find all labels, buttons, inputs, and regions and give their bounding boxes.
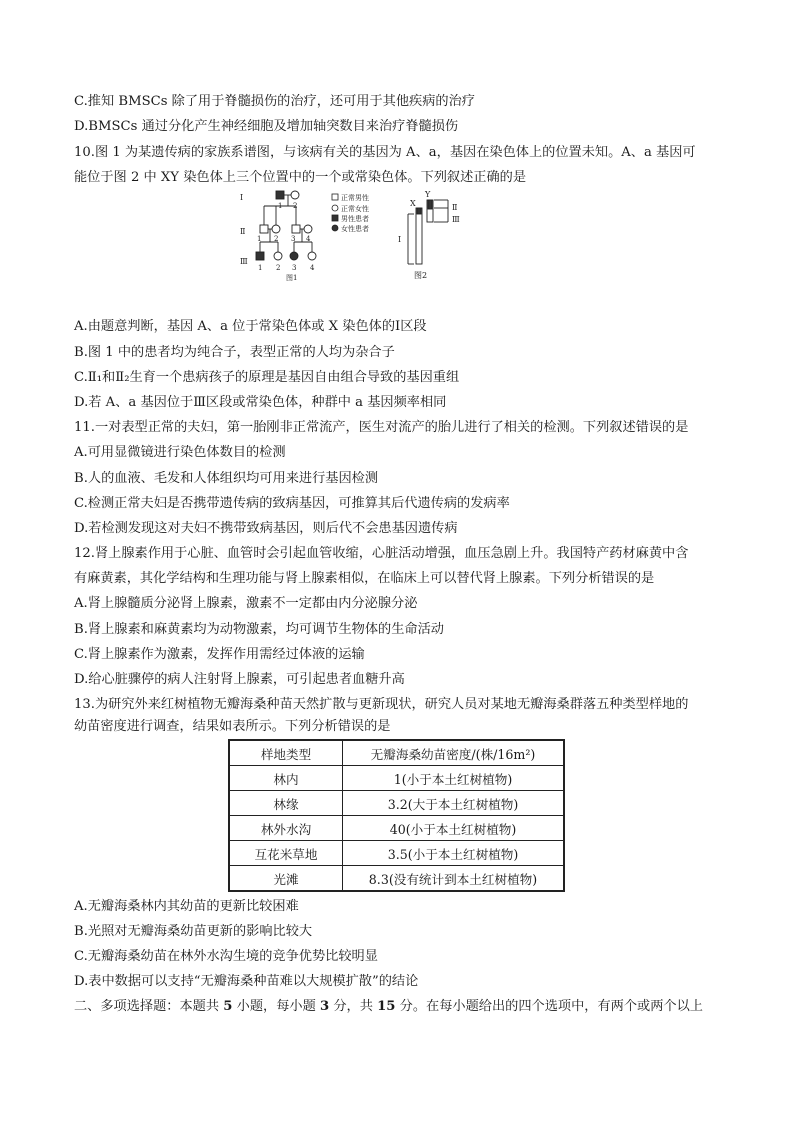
figure-1-caption: 图1 [286,274,298,282]
i2-normal-female [291,191,299,199]
total-points: 15 [377,999,396,1014]
table-cell: 林外水沟 [229,816,343,841]
i2-number: 2 [293,202,298,210]
q13-option-c: C.无瓣海桑幼苗在林外水沟生境的竞争优势比较明显 [74,949,378,964]
pedigree-legend [332,194,338,231]
seedling-density-table [228,739,565,892]
q10-option-c: C.Ⅱ₁和Ⅱ₂生育一个患病孩子的原理是基因自由组合导致的基因重组 [74,370,460,385]
q10-option-a: A.由题意判断，基因 A、a 位于常染色体或 X 染色体的Ⅰ区段 [74,319,427,334]
table-cell: 40(小于本土红树植物) [343,816,565,841]
table-row [229,766,564,791]
table-header: 样地类型 [229,740,343,766]
question-11-stem: 11.一对表型正常的夫妇，第一胎刚非正常流产，医生对流产的胎儿进行了相关的检测。下列叙述错误的是 [74,420,689,435]
question-13-stem-2: 幼苗密度进行调查，结果如表所示。下列分析错误的是 [74,719,391,734]
table-row [229,841,564,866]
option-c-bmscs: C.推知 BMSCs 除了用于脊髓损伤的治疗，还可用于其他疾病的治疗 [74,94,475,109]
iii4-normal-female [308,252,316,260]
q11-option-a: A.可用显微镜进行染色体数目的检测 [74,445,286,460]
iii1-number: 1 [258,264,263,272]
table-cell: 林缘 [229,791,343,816]
generation-3 [256,252,316,260]
q12-option-d: D.给心脏骤停的病人注射肾上腺素，可引起患者血糖升高 [74,672,405,687]
generation-1-label: Ⅰ [240,193,244,202]
iii4-number: 4 [310,264,315,272]
table-header: 无瓣海桑幼苗密度/(株/16m²) [343,740,565,766]
ii4-normal-female [304,225,312,233]
q13-option-d: D.表中数据可以支持“无瓣海桑种苗难以大规模扩散”的结论 [74,974,419,989]
iii2-normal-female [274,252,282,260]
q11-option-b: B.人的血液、毛发和人体组织均可用来进行基因检测 [74,471,379,486]
section-2-text: 小题，每小题 [232,999,320,1014]
i1-affected-male [276,191,284,199]
ii2-normal-female [272,225,280,233]
y-chromosome-label: Y [425,190,431,199]
table-cell: 8.3(没有统计到本土红树植物) [343,866,565,892]
figure-2-caption: 图2 [414,271,428,280]
table-cell: 光滩 [229,866,343,892]
ii4-number: 4 [306,235,311,243]
pedigree-figure [238,186,398,282]
x-chromosome [416,208,422,264]
table-header-row [229,740,564,766]
q10-option-d: D.若 A、a 基因位于Ⅲ区段或常染色体，种群中 a 基因频率相同 [74,395,447,410]
table-cell: 3.5(小于本土红树植物) [343,841,565,866]
i1-number: 1 [278,202,283,210]
iii1-affected-male [256,252,264,260]
table-row [229,866,564,892]
table-cell: 3.2(大于本土红树植物) [343,791,565,816]
region-1-label: Ⅰ [398,235,402,244]
ii1-normal-male [260,225,268,233]
table-row [229,791,564,816]
legend-normal-female-icon [332,205,338,211]
legend-affected-male: 男性患者 [341,215,369,223]
ii3-number: 3 [291,235,296,243]
option-d-bmscs: D.BMSCs 通过分化产生神经细胞及增加轴突数目来治疗脊髓损伤 [74,119,459,134]
table-cell: 1(小于本土红树植物) [343,766,565,791]
iii2-number: 2 [276,264,281,272]
q11-option-c: C.检测正常夫妇是否携带遗传病的致病基因，可推算其后代遗传病的发病率 [74,496,510,511]
section-2-text: 二、多项选择题：本题共 [74,999,224,1014]
q10-option-b: B.图 1 中的患者均为纯合子，表型正常的人均为杂合子 [74,345,395,360]
question-count: 5 [223,999,233,1014]
section-2-heading [74,998,734,1016]
xy-chromosome-figure [394,186,464,282]
ii1-number: 1 [257,235,262,243]
table-row [229,816,564,841]
q12-option-a: A.肾上腺髓质分泌肾上腺素，激素不一定都由内分泌腺分泌 [74,596,418,611]
legend-affected-male-icon [332,215,338,221]
region-2-label: Ⅱ [452,203,458,212]
q12-option-b: B.肾上腺素和麻黄素均为动物激素，均可调节生物体的生命活动 [74,622,444,637]
q13-option-b: B.光照对无瓣海桑幼苗更新的影响比较大 [74,924,313,939]
section-2-text: 分，共 [329,999,378,1014]
q13-option-a: A.无瓣海桑林内其幼苗的更新比较困难 [74,899,299,914]
question-12-stem-1: 12.肾上腺素作用于心脏、血管时会引起血管收缩，心脏活动增强，血压急剧上升。我国特产药材麻黄中含 [74,546,689,561]
points-per-question: 3 [319,999,330,1014]
question-13-stem-1: 13.为研究外来红树植物无瓣海桑种苗天然扩散与更新现状，研究人员对某地无瓣海桑群落五种类型样地的 [74,697,689,712]
question-12-stem-2: 有麻黄素，其化学结构和生理功能与肾上腺素相似，在临床上可以替代肾上腺素。下列分析错误的是 [74,571,655,586]
legend-affected-female: 女性患者 [341,225,369,233]
section-2-text: 分。在每小题给出的四个选项中，有两个或两个以上 [395,999,703,1014]
legend-affected-female-icon [332,225,338,231]
table-cell: 林内 [229,766,343,791]
ii2-number: 2 [274,235,279,243]
ii3-normal-male [292,225,300,233]
legend-normal-male-icon [332,194,338,200]
q11-option-d: D.若检测发现这对夫妇不携带致病基因，则后代不会患基因遗传病 [74,521,458,536]
x-chromosome-label: X [410,199,416,208]
generation-3-label: Ⅲ [240,257,248,266]
q12-option-c: C.肾上腺素作为激素，发挥作用需经过体液的运输 [74,647,365,662]
region-3-label: Ⅲ [452,215,460,224]
iii3-number: 3 [292,264,297,272]
generation-2-label: Ⅱ [240,227,246,236]
legend-normal-female: 正常女性 [341,205,369,213]
legend-normal-male: 正常男性 [341,194,369,202]
generation-2 [260,225,312,252]
iii3-affected-female [290,252,298,260]
question-10-stem-1: 10.图 1 为某遗传病的家族系谱图，与该病有关的基因为 A、a，基因在染色体上的位置未知。A、a 基因可 [74,145,696,160]
table-cell: 互花米草地 [229,841,343,866]
question-10-stem-2: 能位于图 2 中 XY 染色体上三个位置中的一个或常染色体。下列叙述正确的是 [74,170,527,185]
